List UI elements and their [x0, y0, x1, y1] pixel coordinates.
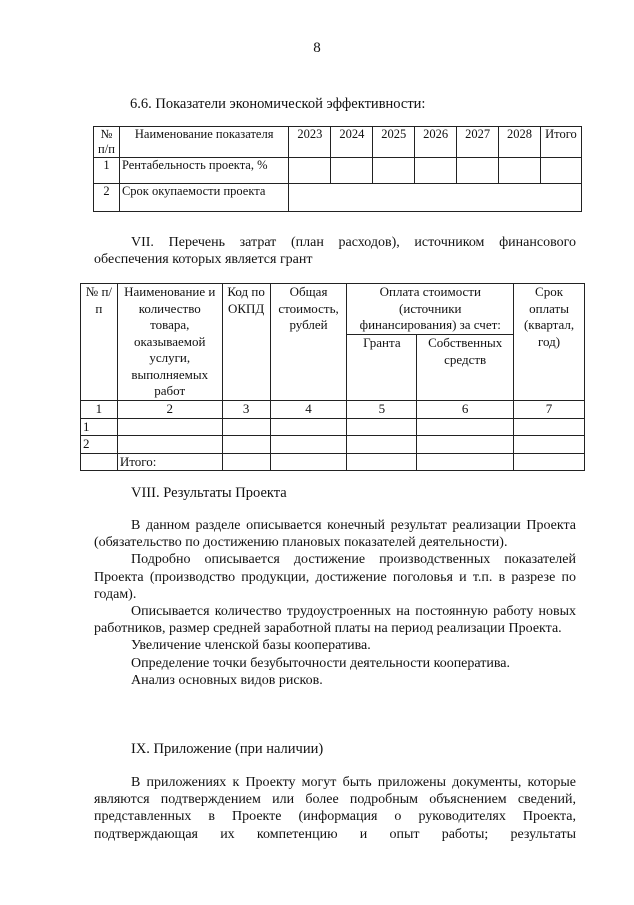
table-row [94, 158, 582, 184]
section-7-title-line1: VII. Перечень затрат (план расходов), источником финансового [131, 235, 576, 250]
header-2028: 2028 [499, 127, 541, 158]
total-row [81, 453, 585, 471]
row-num: 1 [94, 158, 120, 184]
section-8-title: VIII. Результаты Проекта [131, 485, 287, 501]
section-9-body [94, 774, 576, 843]
row-indicator-name: Рентабельность проекта, % [119, 158, 289, 184]
paragraph: Увеличение членской базы кооператива. [131, 638, 371, 654]
section-8-body [94, 517, 576, 689]
paragraph: Определение точки безубыточности деятельности кооператива. [131, 655, 510, 671]
header-2023: 2023 [289, 127, 331, 158]
col-number: 1 [81, 401, 118, 419]
row-num: 1 [81, 418, 118, 436]
col-number: 7 [514, 401, 585, 419]
paragraph: Подробно описывается достижение производственных показателей Проекта (производство продукции, достижение поголовья и т.п. в разрезе по годам). [94, 552, 576, 602]
header-own-funds: Собственных средств [417, 335, 514, 401]
col-number: 5 [347, 401, 417, 419]
table-row [94, 184, 582, 212]
row-num: 2 [81, 436, 118, 454]
col-number: 4 [270, 401, 347, 419]
col-number: 3 [222, 401, 270, 419]
col-number: 2 [117, 401, 222, 419]
header-total: Итого [540, 127, 581, 158]
row-num: 2 [94, 184, 120, 212]
section-9-title: IX. Приложение (при наличии) [131, 741, 324, 757]
paragraph: В приложениях к Проекту могут быть приложены документы, которые являются подтверждением или более подробным объяснением сведений, представленных в Проекте (информация о руководителях Проекта, подтверждающая их компетенцию и опыт работы; результаты [94, 775, 576, 842]
header-2027: 2027 [457, 127, 499, 158]
efficiency-table-header [94, 127, 582, 158]
page-number: 8 [313, 40, 321, 56]
section-6-6-title: 6.6. Показатели экономической эффективности: [130, 96, 426, 112]
paragraph: Описывается количество трудоустроенных на постоянную работу новых работников, размер средней заработной платы на период реализации Проекта. [94, 604, 576, 637]
header-num: № п/п [94, 127, 120, 158]
paragraph: В данном разделе описывается конечный результат реализации Проекта (обязательство по достижению плановых показателей деятельности). [94, 518, 576, 551]
header-okpd-code: Код по ОКПД [222, 284, 270, 401]
header-indicator-name: Наименование показателя [119, 127, 289, 158]
header-item-name: Наименование и количество товара, оказываемой услуги, выполняемых работ [117, 284, 222, 401]
column-numbers-row [81, 401, 585, 419]
header-num: № п/п [81, 284, 118, 401]
row-indicator-name: Срок окупаемости проекта [119, 184, 289, 212]
header-payment-term: Срок оплаты (квартал, год) [514, 284, 585, 401]
header-total-cost: Общая стоимость, рублей [270, 284, 347, 401]
costs-table [80, 283, 585, 471]
col-number: 6 [417, 401, 514, 419]
header-2024: 2024 [331, 127, 373, 158]
header-payment-sources: Оплата стоимости (источники финансирования) за счет: [347, 284, 514, 335]
header-grant: Гранта [347, 335, 417, 401]
table-row [81, 418, 585, 436]
header-2025: 2025 [373, 127, 415, 158]
section-7-title-line2: обеспечения которых является грант [94, 252, 313, 268]
table-row [81, 436, 585, 454]
section-7-title [94, 234, 576, 268]
header-2026: 2026 [415, 127, 457, 158]
efficiency-table [93, 126, 582, 212]
total-label: Итого: [117, 453, 222, 471]
paragraph: Анализ основных видов рисков. [131, 672, 323, 688]
